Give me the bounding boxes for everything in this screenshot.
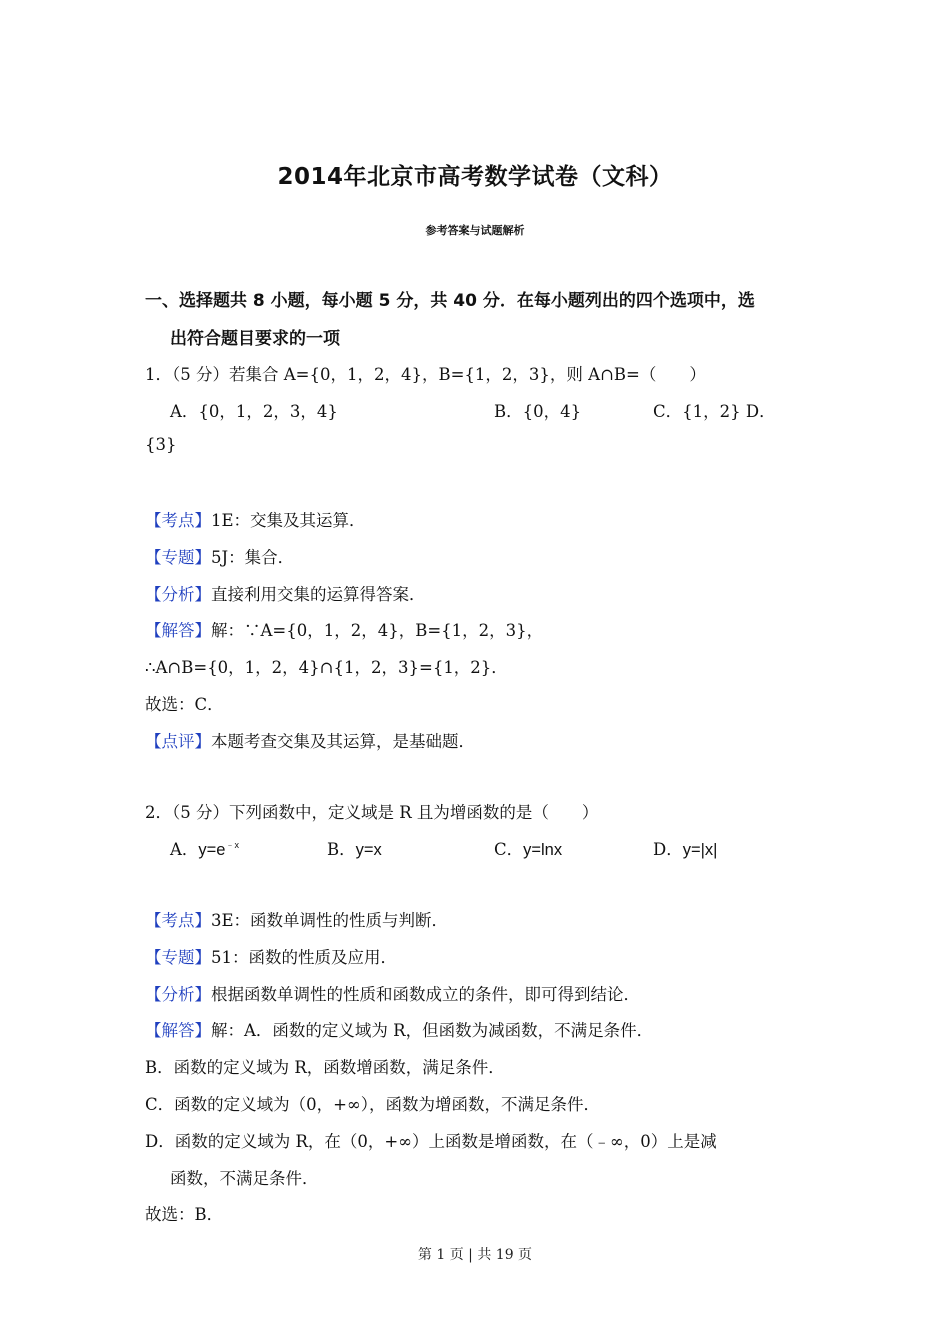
q1-fenxi-tag: 【分析】 xyxy=(145,585,211,604)
q1-zhuanti xyxy=(145,544,294,568)
q1-option-c-text: {1，2} xyxy=(682,402,741,421)
q2-option-c xyxy=(494,836,562,860)
q2-option-a-text: y=e xyxy=(198,841,226,859)
q1-option-c xyxy=(653,398,776,422)
q2-option-a-label: A． xyxy=(170,840,199,859)
q1-fenxi-text: 直接利用交集的运算得答案． xyxy=(211,585,426,604)
q1-dianping-tag: 【点评】 xyxy=(145,732,211,751)
q1-kaodian-text: 1E：交集及其运算． xyxy=(211,511,366,530)
q2-option-b-label: B． xyxy=(327,840,356,859)
q2-solution-line-4: 函数，不满足条件． xyxy=(170,1169,319,1188)
q2-option-b-text: y=x xyxy=(355,841,382,859)
q1-dianping xyxy=(145,728,475,752)
q1-option-d-text: {3} xyxy=(145,435,177,454)
q2-zhuanti-text: 51：函数的性质及应用． xyxy=(211,948,397,967)
q1-zhuanti-tag: 【专题】 xyxy=(145,548,211,567)
q2-jieda xyxy=(145,1017,653,1041)
q2-fenxi xyxy=(145,981,640,1005)
section-heading-line1: 一、选择题共 8 小题，每小题 5 分，共 40 分．在每小题列出的四个选项中，选 xyxy=(145,291,755,311)
q1-jieda-text: 解：∵A={0，1，2，4}，B={1，2，3}， xyxy=(211,621,544,640)
q1-kaodian xyxy=(145,507,366,531)
q1-dianping-text: 本题考查交集及其运算，是基础题． xyxy=(211,732,475,751)
q1-option-a xyxy=(170,398,338,422)
q1-solution-line-1: ∴A∩B={0，1，2，4}∩{1，2，3}={1，2}． xyxy=(145,658,508,677)
q2-solution-line-1: B．函数的定义域为 R，函数增函数，满足条件． xyxy=(145,1058,505,1077)
q2-option-b xyxy=(327,836,382,860)
q1-option-a-text: {0，1，2，3，4} xyxy=(198,402,338,421)
q1-solution-line-2: 故选：C． xyxy=(145,695,224,714)
q2-zhuanti xyxy=(145,944,397,968)
q2-option-c-text: y=lnx xyxy=(523,841,563,859)
section-heading-line2: 出符合题目要求的一项 xyxy=(170,329,340,349)
q1-zhuanti-text: 5J：集合． xyxy=(211,548,295,567)
document-title: 2014年北京市高考数学试卷（文科） xyxy=(277,164,673,190)
q2-fenxi-tag: 【分析】 xyxy=(145,985,211,1004)
q2-option-d-label: D． xyxy=(653,840,683,859)
q2-solution-line-2: C．函数的定义域为（0，+∞），函数为增函数，不满足条件． xyxy=(145,1095,600,1114)
q2-solution-line-5: 故选：B． xyxy=(145,1205,224,1224)
q1-fenxi xyxy=(145,581,426,605)
q2-fenxi-text: 根据函数单调性的性质和函数成立的条件，即可得到结论． xyxy=(211,985,640,1004)
q2-option-d-text: y=|x| xyxy=(682,841,718,859)
q1-option-b-label: B． xyxy=(494,402,523,421)
q2-option-d xyxy=(653,836,717,860)
q2-kaodian-text: 3E：函数单调性的性质与判断． xyxy=(211,911,449,930)
q1-option-b xyxy=(494,398,581,422)
q2-zhuanti-tag: 【专题】 xyxy=(145,948,211,967)
q1-kaodian-tag: 【考点】 xyxy=(145,511,211,530)
q2-solution-line-3: D．函数的定义域为 R，在（0，+∞）上函数是增函数，在（﹣∞，0）上是减 xyxy=(145,1132,717,1151)
q1-option-d-label: D． xyxy=(745,402,776,421)
q1-option-c-label: C． xyxy=(653,402,683,421)
document-subtitle: 参考答案与试题解析 xyxy=(425,224,525,237)
q1-option-a-label: A． xyxy=(170,402,199,421)
question-2-stem: 2．（5 分）下列函数中，定义域是 R 且为增函数的是（ ） xyxy=(145,803,599,822)
q2-option-a xyxy=(170,836,239,860)
q1-option-b-text: {0，4} xyxy=(522,402,582,421)
q2-jieda-text: 解：A．函数的定义域为 R，但函数为减函数，不满足条件． xyxy=(211,1021,654,1040)
q1-jieda xyxy=(145,617,543,641)
q2-kaodian xyxy=(145,907,448,931)
q1-jieda-tag: 【解答】 xyxy=(145,621,211,640)
q2-option-c-label: C． xyxy=(494,840,524,859)
page-footer: 第 1 页 | 共 19 页 xyxy=(417,1247,533,1263)
q2-option-a-exponent: ﹣x xyxy=(225,840,239,850)
question-1-stem: 1．（5 分）若集合 A={0，1，2，4}，B={1，2，3}，则 A∩B=（ ） xyxy=(145,365,706,384)
q2-jieda-tag: 【解答】 xyxy=(145,1021,211,1040)
q2-kaodian-tag: 【考点】 xyxy=(145,911,211,930)
